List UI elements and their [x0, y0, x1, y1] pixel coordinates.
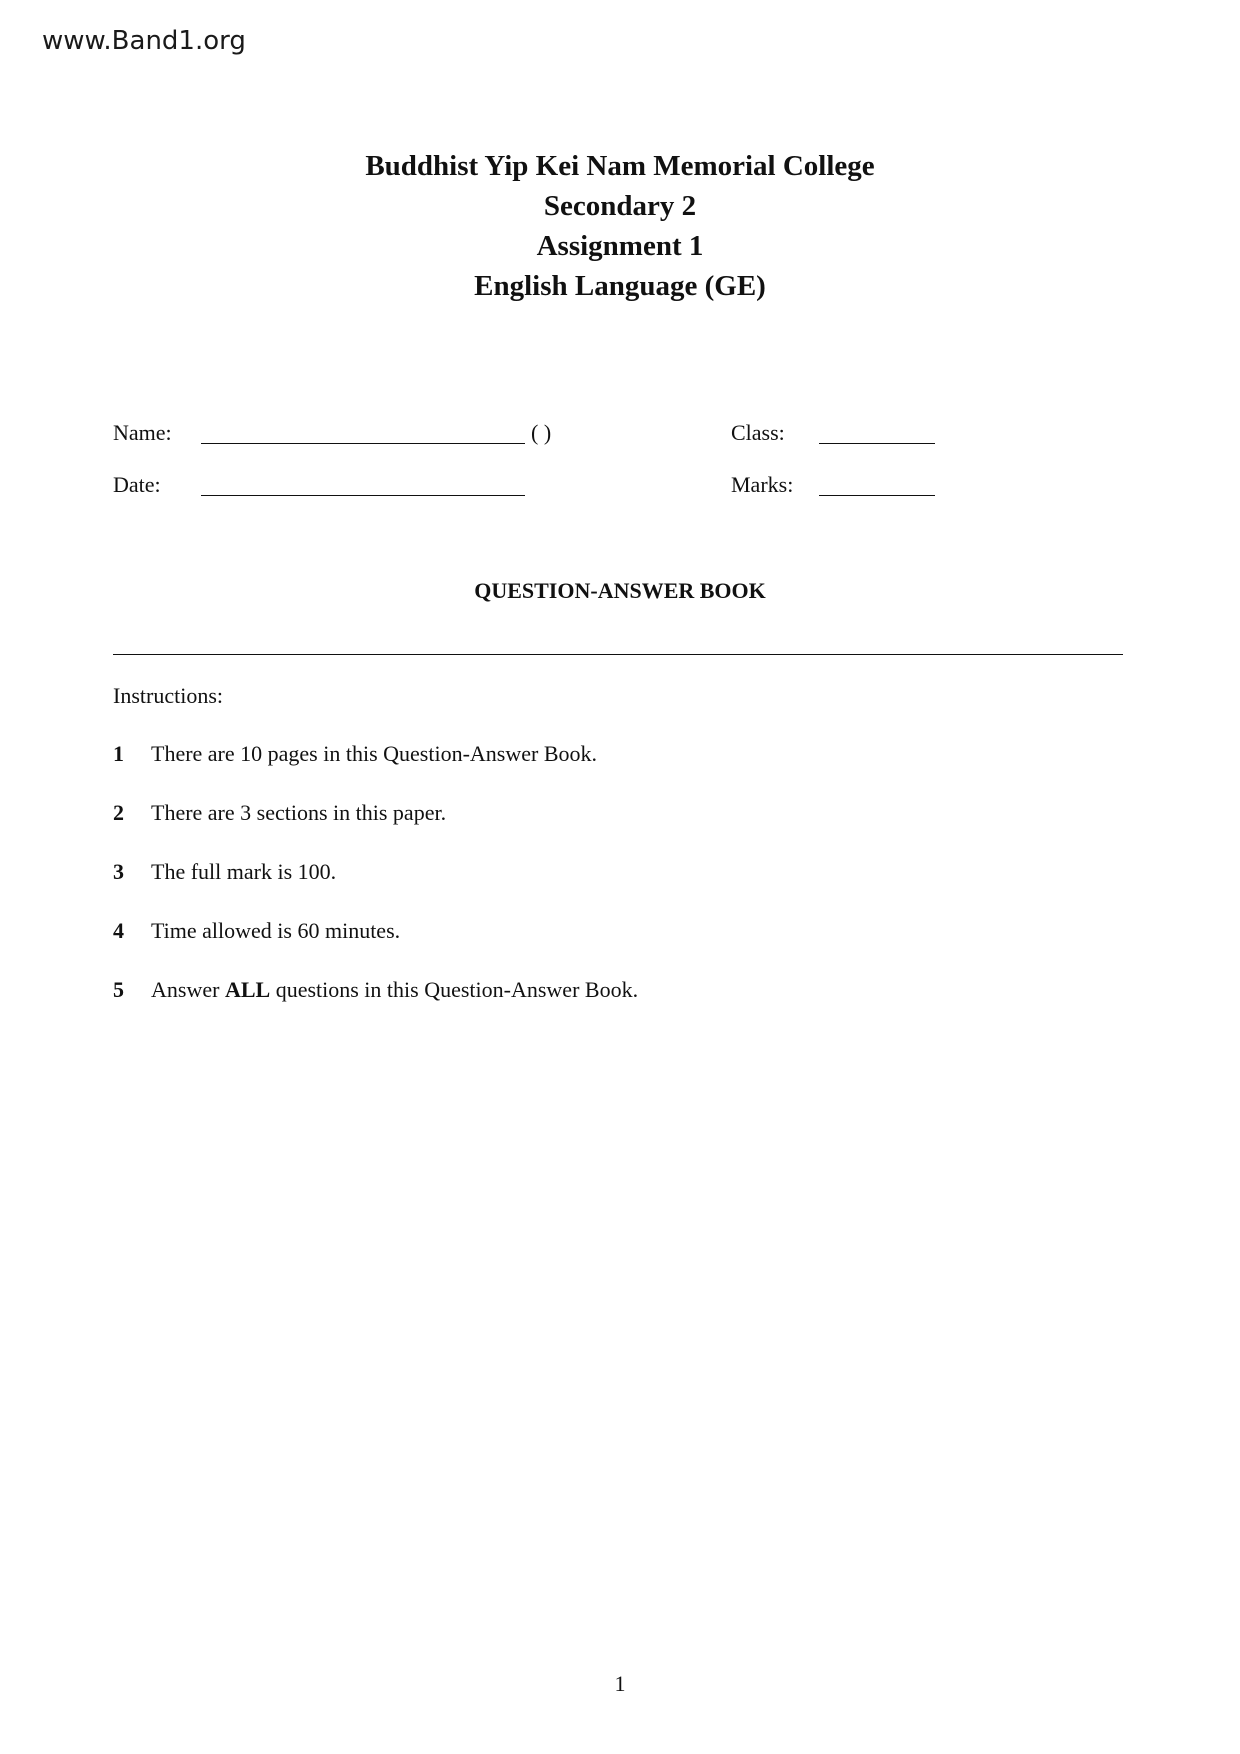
horizontal-rule	[113, 654, 1123, 655]
instruction-item	[113, 741, 597, 767]
instruction-text	[151, 977, 638, 1003]
watermark-text: www.Band1.org	[42, 26, 246, 56]
subject-title: English Language (GE)	[474, 270, 766, 302]
instruction-text-emphasis: ALL	[224, 977, 271, 1002]
marks-field[interactable]	[819, 495, 935, 496]
instruction-item	[113, 918, 400, 944]
form-level: Secondary 2	[543, 190, 697, 222]
instruction-number: 5	[113, 977, 124, 1002]
class-field[interactable]	[819, 443, 935, 444]
instruction-item	[113, 859, 336, 885]
instruction-number: 3	[113, 859, 124, 884]
instruction-text: The full mark is 100.	[151, 859, 337, 884]
page-number: 1	[614, 1671, 626, 1696]
instruction-text: Time allowed is 60 minutes.	[151, 918, 401, 943]
instruction-text-post: questions in this Question-Answer Book.	[270, 977, 639, 1002]
assignment-title: Assignment 1	[536, 230, 704, 262]
marks-label: Marks:	[731, 472, 794, 497]
name-field[interactable]	[201, 443, 525, 444]
instruction-number: 1	[113, 741, 124, 766]
date-field[interactable]	[201, 495, 525, 496]
instruction-number: 2	[113, 800, 124, 825]
class-label: Class:	[731, 420, 785, 445]
name-label: Name:	[113, 420, 172, 445]
instruction-text-pre: Answer	[151, 977, 225, 1002]
instruction-text: There are 10 pages in this Question-Answer Book.	[151, 741, 598, 766]
class-number-field[interactable]: ( )	[531, 420, 552, 445]
book-title: QUESTION-ANSWER BOOK	[474, 578, 766, 603]
document-header	[0, 146, 1240, 306]
instructions-label: Instructions:	[113, 683, 223, 708]
instruction-number: 4	[113, 918, 124, 943]
instruction-item	[113, 800, 446, 826]
date-label: Date:	[113, 472, 161, 497]
instruction-text: There are 3 sections in this paper.	[151, 800, 447, 825]
school-name: Buddhist Yip Kei Nam Memorial College	[365, 150, 875, 182]
instruction-item	[113, 977, 638, 1003]
